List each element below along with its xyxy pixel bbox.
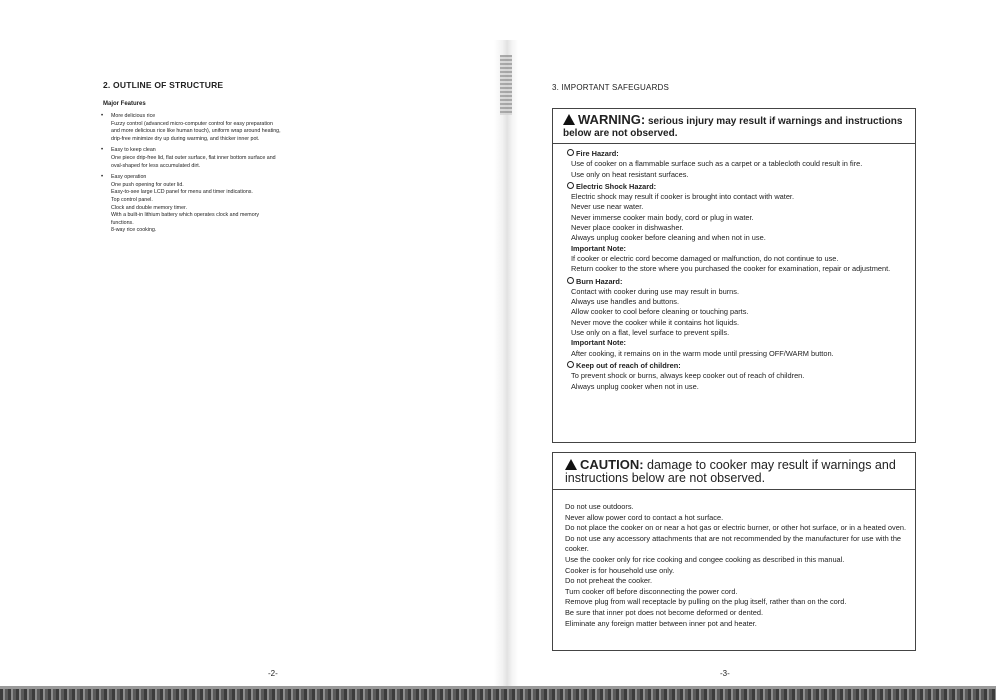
feature-item bbox=[103, 113, 283, 143]
bullet: • bbox=[101, 147, 104, 154]
hazard-line: Contact with cooker during use may result in burns. bbox=[571, 286, 740, 296]
feature-text: Easy-to-see large LCD panel for menu and timer indications. bbox=[111, 189, 253, 196]
caution-line: Do not use any accessory attachments that are not recommended by the manufacturer for use with the cooker. bbox=[565, 533, 902, 554]
caution-box bbox=[552, 452, 916, 651]
warning-text: serious injury may result if warnings and instructions below are not observed. bbox=[563, 116, 903, 139]
warning-label: WARNING: bbox=[578, 112, 646, 127]
hazard-line: Allow cooker to cool before cleaning or touching parts. bbox=[571, 307, 749, 317]
feature-text: Top control panel. bbox=[111, 196, 153, 203]
feature-text: 8-way rice cooking. bbox=[111, 227, 157, 234]
caution-line: Cooker is for household use only. bbox=[565, 565, 675, 575]
hazard-line: Always unplug cooker before cleaning and when not in use. bbox=[571, 233, 766, 243]
note-line: After cooking, it remains on in the warm mode until pressing OFF/WARM button. bbox=[571, 348, 834, 358]
hazard-title-fire: Fire Hazard: bbox=[567, 149, 905, 159]
hazard-title-children: Keep out of reach of children: bbox=[567, 361, 905, 371]
caution-line: Do not place the cooker on or near a hot gas or electric burner, or other hot surface, or in a heated oven. bbox=[565, 523, 906, 533]
feature-heading: More delicious rice bbox=[111, 113, 156, 119]
left-page bbox=[103, 80, 283, 239]
feature-text: Clock and double memory timer. bbox=[111, 204, 187, 211]
note-line: If cooker or electric cord become damaged or malfunction, do not continue to use. bbox=[571, 253, 839, 263]
important-note-title: Important Note: bbox=[571, 243, 627, 253]
feature-heading: Easy operation bbox=[111, 174, 147, 181]
hazard-line: Always unplug cooker when not in use. bbox=[571, 381, 699, 391]
warning-body bbox=[553, 144, 915, 392]
bullet: • bbox=[101, 174, 104, 181]
hazard-line: Use only on a flat, level surface to prevent spills. bbox=[571, 328, 730, 338]
caution-header bbox=[553, 453, 915, 490]
circle-bullet-icon bbox=[567, 149, 574, 156]
feature-item bbox=[103, 174, 283, 235]
section-title-outline: 2. OUTLINE OF STRUCTURE bbox=[103, 80, 224, 90]
book-spine-shadow bbox=[494, 40, 518, 700]
hazard-line: Always use handles and buttons. bbox=[571, 297, 680, 307]
important-note-title: Important Note: bbox=[571, 338, 627, 348]
feature-text: With a built-in lithium battery which operates clock and memory functions. bbox=[111, 212, 260, 226]
caution-line: Do not use outdoors. bbox=[565, 502, 634, 511]
warning-triangle-icon bbox=[563, 114, 575, 125]
caution-line: Remove plug from wall receptacle by pulling on the plug itself, rather than on the cord. bbox=[565, 597, 847, 607]
binding-mark bbox=[500, 55, 512, 115]
caution-line: Eliminate any foreign matter between inner pot and heater. bbox=[565, 618, 757, 628]
circle-bullet-icon bbox=[567, 277, 574, 284]
hazard-title-electric: Electric Shock Hazard: bbox=[567, 182, 905, 192]
caution-line: Do not preheat the cooker. bbox=[565, 576, 653, 586]
warning-box bbox=[552, 108, 916, 443]
hazard-line: Electric shock may result if cooker is brought into contact with water. bbox=[571, 192, 795, 202]
hazard-line: Use of cooker on a flammable surface such as a carpet or a tablecloth could result in fire. bbox=[571, 159, 863, 169]
caution-line: Turn cooker off before disconnecting the power cord. bbox=[565, 586, 738, 596]
hazard-line: Never move the cooker while it contains hot liquids. bbox=[571, 317, 740, 327]
page-number-right: -3- bbox=[720, 669, 730, 678]
caution-line: Use the cooker only for rice cooking and congee cooking as described in this manual. bbox=[565, 554, 845, 564]
circle-bullet-icon bbox=[567, 361, 574, 368]
section-title-safeguards: 3. IMPORTANT SAFEGUARDS bbox=[552, 83, 670, 92]
bullet: • bbox=[101, 113, 104, 119]
feature-text: Fuzzy control (advanced micro-computer control for easy preparation and more delicious rice like human touch), uniform wrap around heating, drip-free minimize dry up during warming, and thicker inner pot. bbox=[111, 120, 281, 142]
hazard-line: To prevent shock or burns, always keep cooker out of reach of children. bbox=[571, 371, 805, 381]
hazard-line: Never immerse cooker main body, cord or plug in water. bbox=[571, 212, 754, 222]
hazard-title-burn: Burn Hazard: bbox=[567, 277, 905, 287]
hazard-line: Use only on heat resistant surfaces. bbox=[571, 169, 689, 179]
caution-line: Never allow power cord to contact a hot surface. bbox=[565, 512, 724, 522]
page-number-left: -2- bbox=[268, 669, 278, 678]
hazard-line: Never use near water. bbox=[571, 202, 644, 212]
circle-bullet-icon bbox=[567, 182, 574, 189]
scan-edge-highlight bbox=[0, 686, 996, 689]
note-line: Return cooker to the store where you purchased the cooker for examination, repair or adjustment. bbox=[571, 264, 891, 274]
caution-line: Be sure that inner pot does not become deformed or dented. bbox=[565, 607, 764, 617]
feature-item bbox=[103, 147, 283, 170]
hazard-line: Never place cooker in dishwasher. bbox=[571, 223, 684, 233]
warning-header bbox=[553, 109, 915, 144]
feature-text: One piece drip-free lid, flat outer surface, flat inner bottom surface and oval-shaped for less accumulated dirt. bbox=[111, 154, 276, 169]
feature-heading: Easy to keep clean bbox=[111, 147, 156, 154]
caution-body bbox=[553, 490, 915, 629]
feature-text: One push opening for outer lid. bbox=[111, 181, 184, 188]
major-features-heading: Major Features bbox=[103, 101, 146, 107]
caution-triangle-icon bbox=[565, 459, 577, 470]
caution-text: damage to cooker may result if warnings and instructions below are not observed. bbox=[565, 458, 896, 485]
features-list bbox=[103, 113, 283, 235]
caution-label: CAUTION: bbox=[580, 457, 644, 472]
